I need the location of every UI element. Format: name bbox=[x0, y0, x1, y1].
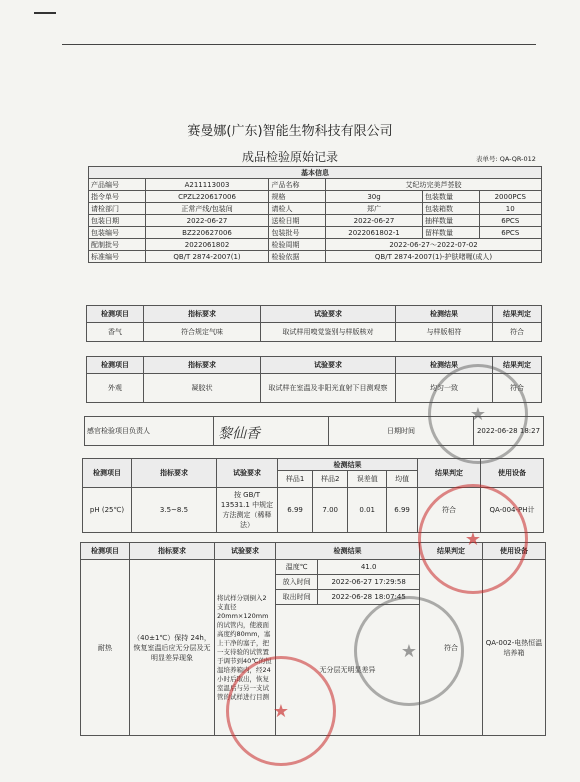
cell: 符合 bbox=[418, 488, 481, 533]
header: 试验要求 bbox=[261, 306, 396, 323]
label: 包装编号 bbox=[89, 227, 146, 239]
value: A211113003 bbox=[145, 179, 269, 191]
header: 指标要求 bbox=[144, 357, 261, 374]
basic-info-table bbox=[88, 166, 542, 263]
header: 样品2 bbox=[313, 471, 348, 488]
cell: 温度℃ bbox=[276, 560, 318, 575]
cell: 耐热 bbox=[81, 560, 130, 736]
label: 包装箱数 bbox=[422, 203, 479, 215]
value: CPZL220617006 bbox=[145, 191, 269, 203]
cell: 外观 bbox=[87, 374, 144, 403]
stamp-star: ★ bbox=[469, 403, 487, 425]
value: 6PCS bbox=[479, 215, 541, 227]
cell: 取试样在室温及非阳光直射下目测观察 bbox=[261, 374, 396, 403]
cell: 7.00 bbox=[313, 488, 348, 533]
cell: 放入时间 bbox=[276, 575, 318, 590]
value: 2022-06-27 bbox=[326, 215, 423, 227]
header: 结果判定 bbox=[418, 459, 481, 488]
table-row bbox=[89, 179, 542, 191]
header: 结果判定 bbox=[493, 357, 542, 374]
label: 产品名称 bbox=[269, 179, 326, 191]
value: BZ220627006 bbox=[145, 227, 269, 239]
header: 检测项目 bbox=[83, 459, 132, 488]
label: 送检日期 bbox=[269, 215, 326, 227]
label: 请检部门 bbox=[89, 203, 146, 215]
label: 产品编号 bbox=[89, 179, 146, 191]
header: 检测项目 bbox=[87, 306, 144, 323]
cell: 均匀一致 bbox=[396, 374, 493, 403]
cell: pH (25℃) bbox=[83, 488, 132, 533]
label: 包装日期 bbox=[89, 215, 146, 227]
corner-mark bbox=[34, 12, 56, 14]
value: 郑广 bbox=[326, 203, 423, 215]
cell: 将试样分别倒入2支直径20mm×120mm的试管内，使液面高度约80mm，塞上干净的塞子，把一支待验的试管置于调节到40℃的恒温培养箱内，经24小时后取出，恢复室温后与另一支试管的试样进行目测 bbox=[215, 560, 276, 736]
header: 样品1 bbox=[278, 471, 313, 488]
stamp-star: ★ bbox=[464, 528, 482, 550]
label: 配制批号 bbox=[89, 239, 146, 251]
header: 检测结果 bbox=[276, 543, 420, 560]
label: 检验周期 bbox=[269, 239, 326, 251]
cell: 41.0 bbox=[318, 560, 420, 575]
cell: 2022-06-28 18:07:45 bbox=[318, 590, 420, 605]
cell: 按 GB/T 13531.1 中规定方法测定（稀释法） bbox=[217, 488, 278, 533]
header: 指标要求 bbox=[130, 543, 215, 560]
header: 检测项目 bbox=[87, 357, 144, 374]
value: 正常产线/包装间 bbox=[145, 203, 269, 215]
cell: QA-004-PH计 bbox=[481, 488, 544, 533]
header: 结果判定 bbox=[493, 306, 542, 323]
table-row bbox=[89, 203, 542, 215]
label: 指令单号 bbox=[89, 191, 146, 203]
label: 包装批号 bbox=[269, 227, 326, 239]
header: 检测项目 bbox=[81, 543, 130, 560]
cell: 符合 bbox=[493, 374, 542, 403]
header: 使用设备 bbox=[481, 459, 544, 488]
header: 使用设备 bbox=[483, 543, 546, 560]
table-row bbox=[87, 323, 542, 342]
responsible-label: 感官检验项目负责人 bbox=[85, 417, 214, 446]
record-title: 成品检验原始记录 bbox=[241, 150, 338, 164]
value: 2022-06-27 bbox=[145, 215, 269, 227]
label: 抽样数量 bbox=[422, 215, 479, 227]
form-number: 表单号: QA-QR-012 bbox=[476, 155, 536, 163]
company-stamp bbox=[226, 656, 336, 766]
cell: 0.01 bbox=[348, 488, 387, 533]
cell: 符合 bbox=[420, 560, 483, 736]
basic-info-title: 基本信息 bbox=[89, 167, 542, 179]
label: 留样数量 bbox=[422, 227, 479, 239]
header: 检测结果 bbox=[278, 459, 418, 471]
label: 请检人 bbox=[269, 203, 326, 215]
table-row bbox=[89, 191, 542, 203]
smell-table bbox=[86, 305, 542, 342]
header: 检测结果 bbox=[396, 357, 493, 374]
header: 均值 bbox=[387, 471, 418, 488]
header: 指标要求 bbox=[144, 306, 261, 323]
cell: 取出时间 bbox=[276, 590, 318, 605]
cell: 无分层无明显差异 bbox=[276, 605, 420, 736]
label: 检验依据 bbox=[269, 251, 326, 263]
value: 6PCS bbox=[479, 227, 541, 239]
cell: 3.5~8.5 bbox=[132, 488, 217, 533]
header: 误差值 bbox=[348, 471, 387, 488]
label: 标准编号 bbox=[89, 251, 146, 263]
company-stamp bbox=[418, 484, 528, 594]
inspector-signature: 黎仙香 bbox=[218, 426, 260, 442]
header: 检测结果 bbox=[396, 306, 493, 323]
header: 试验要求 bbox=[215, 543, 276, 560]
top-rule bbox=[62, 44, 536, 45]
cell: （40±1℃）保持 24h，恢复室温后应无分层及无明显差异现象 bbox=[130, 560, 215, 736]
value: 2022061802 bbox=[145, 239, 269, 251]
value: QB/T 2874-2007(1) bbox=[145, 251, 269, 263]
cell: 凝胶状 bbox=[144, 374, 261, 403]
table-row bbox=[89, 239, 542, 251]
cell: 2022-06-27 17:29:58 bbox=[318, 575, 420, 590]
table-row bbox=[89, 215, 542, 227]
stamp-star: ★ bbox=[272, 700, 290, 722]
cell: 6.99 bbox=[387, 488, 418, 533]
cell: 与样版相符 bbox=[396, 323, 493, 342]
time-label: 日期时间 bbox=[329, 417, 474, 446]
value: 2000PCS bbox=[479, 191, 541, 203]
label: 规格 bbox=[269, 191, 326, 203]
cell: 符合规定气味 bbox=[144, 323, 261, 342]
value: 艾纪坊完美芦荟胶 bbox=[326, 179, 542, 191]
header: 试验要求 bbox=[217, 459, 278, 488]
value: QB/T 2874-2007(1)-护肤啫喱(成人) bbox=[326, 251, 542, 263]
header: 结果判定 bbox=[420, 543, 483, 560]
value: 10 bbox=[479, 203, 541, 215]
company-name: 赛曼娜(广东)智能生物科技有限公司 bbox=[187, 124, 393, 139]
label: 包装数量 bbox=[422, 191, 479, 203]
header: 试验要求 bbox=[261, 357, 396, 374]
value: 30g bbox=[326, 191, 423, 203]
qc-stamp bbox=[354, 596, 464, 706]
cell: 6.99 bbox=[278, 488, 313, 533]
table-row bbox=[89, 227, 542, 239]
cell: 取试样用嗅觉鉴别与样版核对 bbox=[261, 323, 396, 342]
time-value: 2022-06-28 18:27 bbox=[474, 417, 544, 446]
cell: QA-002-电热恒温培养箱 bbox=[483, 560, 546, 736]
qc-stamp bbox=[428, 364, 528, 464]
value: 2022-06-27～2022-07-02 bbox=[326, 239, 542, 251]
cell: 符合 bbox=[493, 323, 542, 342]
cell: 香气 bbox=[87, 323, 144, 342]
header: 指标要求 bbox=[132, 459, 217, 488]
value: 2022061802-1 bbox=[326, 227, 423, 239]
table-row bbox=[89, 251, 542, 263]
stamp-star: ★ bbox=[400, 640, 418, 662]
